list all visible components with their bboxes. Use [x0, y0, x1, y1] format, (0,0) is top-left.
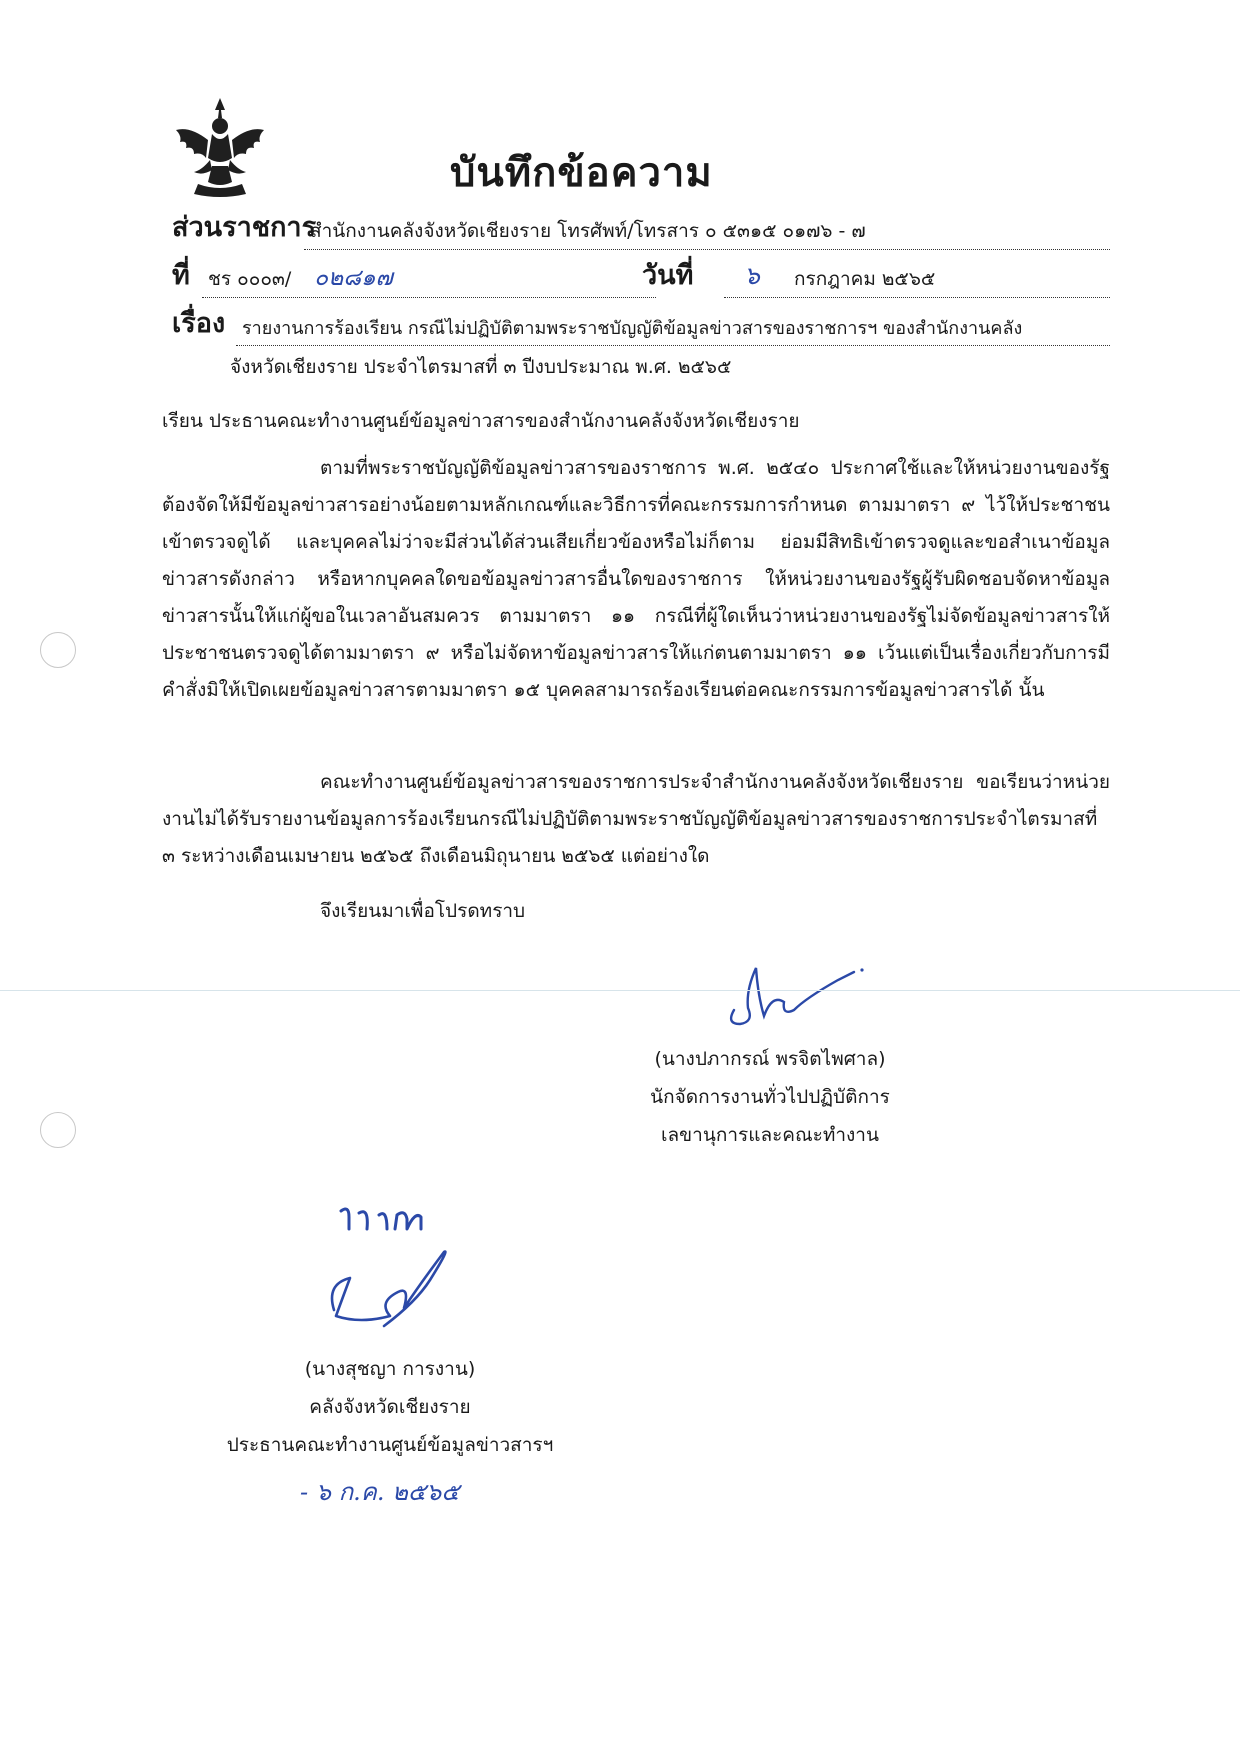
- subject-line-2: จังหวัดเชียงราย ประจำไตรมาสที่ ๓ ปีงบประมาณ พ.ศ. ๒๕๖๕: [230, 356, 732, 378]
- signatory-2-position: คลังจังหวัดเชียงราย: [309, 1396, 471, 1418]
- fold-line: [0, 990, 1240, 991]
- body-paragraph-1: ตามที่พระราชบัญญัติข้อมูลข่าวสารของราชการ พ.ศ. ๒๕๔๐ ประกาศใช้และให้หน่วยงานของรัฐต้องจัดให้มีข้อมูลข่าวสารอย่างน้อยตามหลักเกณฑ์และวิธีการที่คณะกรรมการกำหนด ตามมาตรา ๙ ไว้ให้ประชาชนเข้าตรวจดูได้ และบุคคลไม่ว่าจะมีส่วนได้ส่วนเสียเกี่ยวข้องหรือไม่ก็ตาม ย่อมมีสิทธิเข้าตรวจดูและขอสำเนาข้อมูลข่าวสารดังกล่าว หรือหากบุคคลใดขอข้อมูลข่าวสารอื่นใดของราชการ ให้หน่วยงานของรัฐผู้รับผิดชอบจัดหาข้อมูลข่าวสารนั้นให้แก่ผู้ขอในเวลาอันสมควร ตามมาตรา ๑๑ กรณีที่ผู้ใดเห็นว่าหน่วยงานของรัฐไม่จัดข้อมูลข่าวสารให้ประชาชนตรวจดูได้ตามมาตรา ๙ หรือไม่จัดหาข้อมูลข่าวสารให้แก่ตนตามมาตรา ๑๑ เว้นแต่เป็นเรื่องเกี่ยวกับการมีคำสั่งมิให้เปิดเผยข้อมูลข่าวสารตามมาตรา ๑๕ บุคคลสามารถร้องเรียนต่อคณะกรรมการข้อมูลข่าวสารได้ นั้น: [162, 457, 1110, 701]
- ref-label: ที่: [172, 260, 190, 291]
- dotted-line: [724, 297, 1110, 298]
- signatory-2-name: (นางสุชญา การงาน): [304, 1358, 476, 1380]
- acknowledgement-date-handwritten: - ๖ ก.ค. ๒๕๖๕: [300, 1478, 460, 1506]
- punch-hole: [40, 632, 76, 668]
- signature-1: [720, 950, 870, 1040]
- date-day-handwritten: ๖: [744, 261, 760, 290]
- signatory-1-position: นักจัดการงานทั่วไปปฏิบัติการ: [650, 1086, 890, 1108]
- subject-line: [172, 306, 1110, 350]
- signatory-1-name: (นางปภากรณ์ พรจิตไพศาล): [654, 1048, 886, 1070]
- signatory-1-block: [620, 1040, 920, 1154]
- garuda-emblem-icon: [172, 96, 268, 200]
- signature-2: [320, 1240, 460, 1340]
- punch-hole: [40, 1112, 76, 1148]
- dotted-line: [202, 297, 656, 298]
- agency-value: สำนักงานคลังจังหวัดเชียงราย โทรศัพท์/โทรสาร ๐ ๕๓๑๕ ๐๑๗๖ - ๗: [310, 220, 866, 242]
- signatory-2-block: [200, 1350, 580, 1464]
- signatory-1-role: เลขานุการและคณะทำงาน: [661, 1124, 879, 1146]
- acknowledged-handwritten-note: [335, 1195, 435, 1239]
- signatory-2-role: ประธานคณะทำงานศูนย์ข้อมูลข่าวสารฯ: [226, 1434, 554, 1456]
- agency-line: [172, 210, 1110, 254]
- salutation: เรียน ประธานคณะทำงานศูนย์ข้อมูลข่าวสารของสำนักงานคลังจังหวัดเชียงราย: [162, 410, 800, 432]
- dotted-line: [236, 345, 1110, 346]
- ref-number-handwritten: ๐๒๘๑๗: [314, 265, 393, 291]
- dotted-line: [304, 249, 1110, 250]
- ref-value: ชร ๐๐๐๓/: [208, 268, 292, 290]
- document-title: บันทึกข้อความ: [450, 150, 713, 196]
- agency-label: ส่วนราชการ: [172, 212, 317, 243]
- body-paragraph-2: คณะทำงานศูนย์ข้อมูลข่าวสารของราชการประจำสำนักงานคลังจังหวัดเชียงราย ขอเรียนว่าหน่วยงานไม่ได้รับรายงานข้อมูลการร้องเรียนกรณีไม่ปฏิบัติตามพระราชบัญญัติข้อมูลข่าวสารของราชการประจำไตรมาสที่ ๓ ระหว่างเดือนเมษายน ๒๕๖๕ ถึงเดือนมิถุนายน ๒๕๖๕ แต่อย่างใด: [162, 771, 1110, 867]
- subject-label: เรื่อง: [172, 308, 226, 339]
- closing-line: จึงเรียนมาเพื่อโปรดทราบ: [320, 900, 526, 922]
- ref-date-line: [172, 258, 1110, 302]
- subject-line-1: รายงานการร้องเรียน กรณีไม่ปฏิบัติตามพระราชบัญญัติข้อมูลข่าวสารของราชการฯ ของสำนักงานคลัง: [242, 318, 1023, 339]
- date-label: วันที่: [642, 260, 694, 291]
- date-value: กรกฎาคม ๒๕๖๕: [794, 268, 936, 290]
